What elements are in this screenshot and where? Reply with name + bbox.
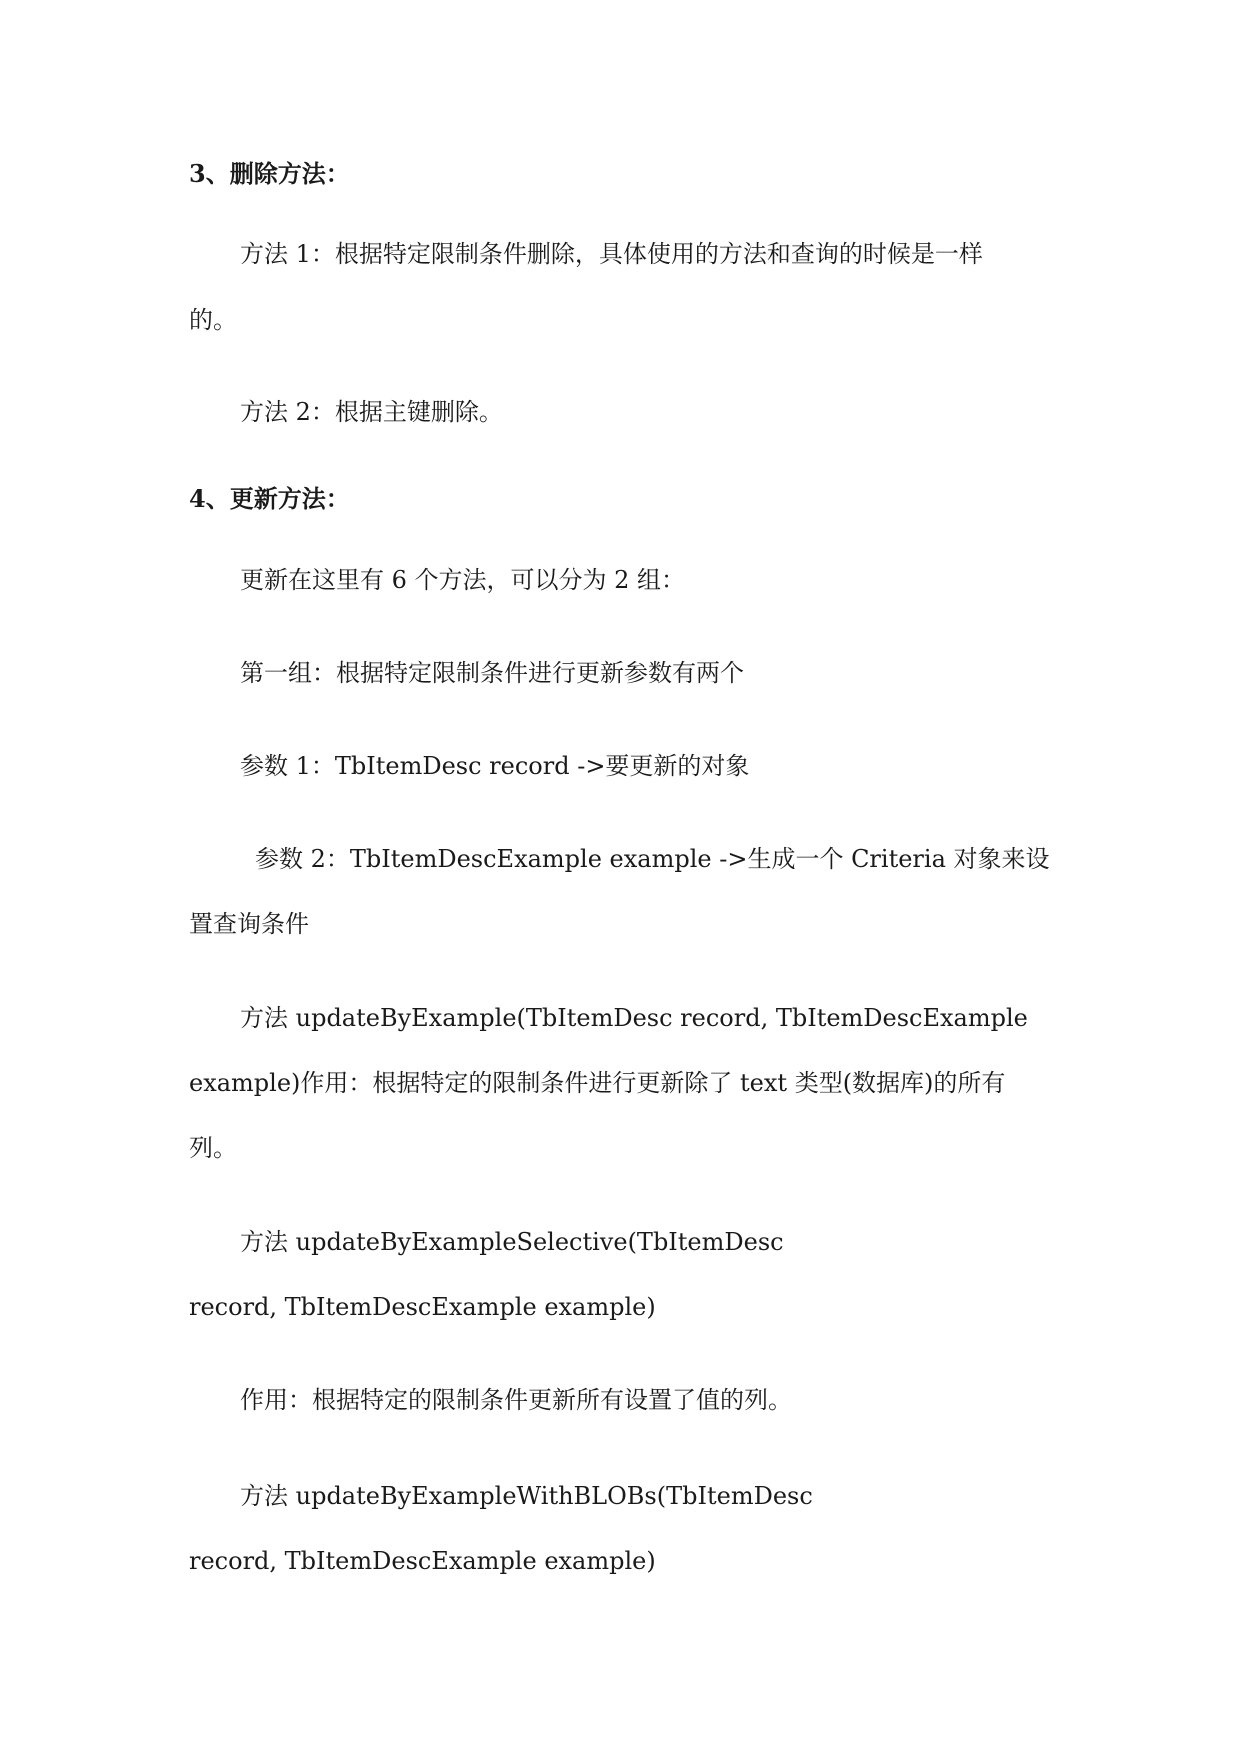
delete-method-1-text: 方法 1：根据特定限制条件删除，具体使用的方法和查询的时候是一样 xyxy=(240,240,983,268)
param-2-text: 参数 2：TbItemDescExample example ->生成一个 Criteria 对象来设 xyxy=(255,845,1050,873)
update-selective-effect-text: 作用：根据特定的限制条件更新所有设置了值的列。 xyxy=(240,1386,792,1414)
update-by-example-text: 方法 updateByExample(TbItemDesc record, TbItemDescExample xyxy=(240,1004,1028,1032)
update-by-example-text-cont: example)作用：根据特定的限制条件进行更新除了 text 类型(数据库)的所有 xyxy=(189,1069,1006,1097)
update-blobs-text-cont: record, TbItemDescExample example) xyxy=(189,1547,656,1575)
section-3-heading: 3、删除方法： xyxy=(189,159,350,188)
param-2-text-cont: 置查询条件 xyxy=(189,910,309,938)
update-intro-text: 更新在这里有 6 个方法，可以分为 2 组： xyxy=(240,566,686,594)
group-1-text: 第一组：根据特定限制条件进行更新参数有两个 xyxy=(240,659,744,687)
update-blobs-text: 方法 updateByExampleWithBLOBs(TbItemDesc xyxy=(240,1482,813,1510)
delete-method-1-text-cont: 的。 xyxy=(189,306,237,334)
param-1-text: 参数 1：TbItemDesc record ->要更新的对象 xyxy=(240,752,750,780)
update-by-example-text-cont2: 列。 xyxy=(189,1134,237,1162)
update-selective-text-cont: record, TbItemDescExample example) xyxy=(189,1293,656,1321)
delete-method-2-text: 方法 2：根据主键删除。 xyxy=(240,398,503,426)
section-4-heading: 4、更新方法： xyxy=(189,484,350,513)
update-selective-text: 方法 updateByExampleSelective(TbItemDesc xyxy=(240,1228,784,1256)
